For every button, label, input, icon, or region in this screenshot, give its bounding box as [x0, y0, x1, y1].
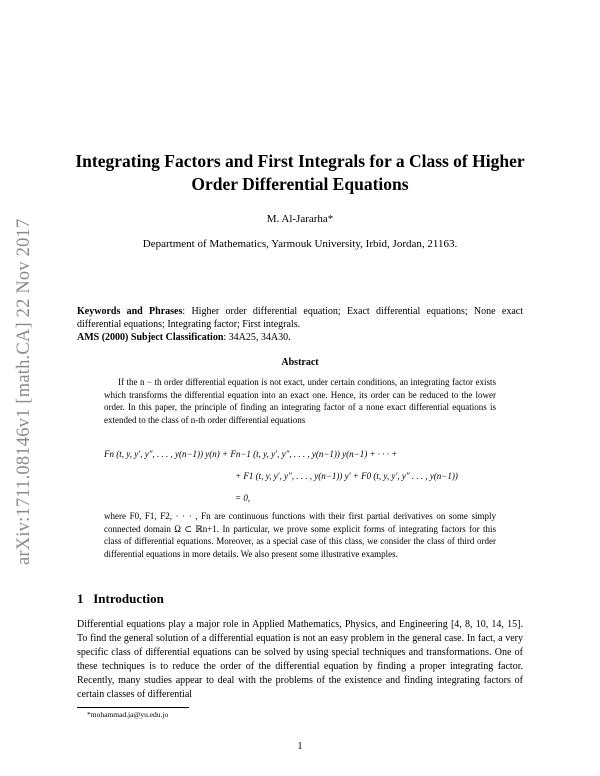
abstract-paragraph-1: If the n − th order differential equation is not exact, under certain conditions, an integrating factor exists which transforms the differential equation into an exact one. Hence, its order can be reduced to the lower order. In this paper, the principle of finding an integrating factor of a none exact differential equations is extended to the class of n-th order differential equations: [104, 377, 496, 425]
equation-line-3: = 0,: [235, 493, 251, 503]
ams-text: : 34A25, 34A30.: [223, 332, 291, 343]
arxiv-identifier: arXiv:1711.08146v1 [math.CA] 22 Nov 2017: [14, 218, 34, 565]
page-number: 1: [297, 741, 303, 752]
equation-line-2: + F1 (t, y, y′, y″, . . . , y(n−1)) y′ + F0 (t, y, y′, y″ . . . , y(n−1)): [235, 471, 458, 481]
equation-line-1: Fn (t, y, y′, y″, . . . , y(n−1)) y(n) + Fn−1 (t, y, y′, y″, . . . , y(n−1)) y(n−1) + · · · +: [104, 449, 398, 459]
section-heading: [77, 591, 164, 607]
keywords-label: Keywords and Phrases: [77, 306, 183, 317]
section-number: 1: [77, 591, 84, 606]
section-title: Introduction: [93, 591, 164, 606]
abstract-heading: Abstract: [281, 357, 319, 368]
ams-label: AMS (2000) Subject Classification: [77, 332, 224, 343]
footnote-rule: [77, 707, 189, 708]
keywords-text: : Higher order differential equation; Exact differential equations; None exact differential equations; Integrating factor; First integrals.: [77, 306, 523, 330]
keywords-block: [77, 305, 523, 344]
author-affiliation: Department of Mathematics, Yarmouk University, Irbid, Jordan, 21163.: [142, 238, 458, 250]
author-name: M. Al-Jararha*: [266, 213, 334, 225]
footnote-email: *mohammad.ja@yu.edu.jo: [87, 710, 169, 719]
abstract-paragraph-2: where F0, F1, F2, · · · , Fn are continuous functions with their first partial derivatives on some simply connected domain Ω ⊂ ℝn+1. In particular, we prove some explicit forms of integrating factors for this class of differential equations. Moreover, as a special case of this class, we consider the class of third order differential equations in more details. We also present some illustrative examples.: [104, 511, 496, 559]
introduction-paragraph: Differential equations play a major role in Applied Mathematics, Physics, and Engineering [4, 8, 10, 14, 15]. To find the general solution of a differential equation is not an easy problem in the general case. In fact, a very specific class of differential equations can be solved by using special techniques and transformations. One of these techniques is to reduce the order of the differential equation by finding a proper integrating factor. Recently, many studies appear to deal with the problems of the existence and finding integrating factors of certain classes of differential: [77, 619, 523, 700]
paper-title: Integrating Factors and First Integrals for a Class of Higher Order Differential Equations: [75, 151, 525, 194]
